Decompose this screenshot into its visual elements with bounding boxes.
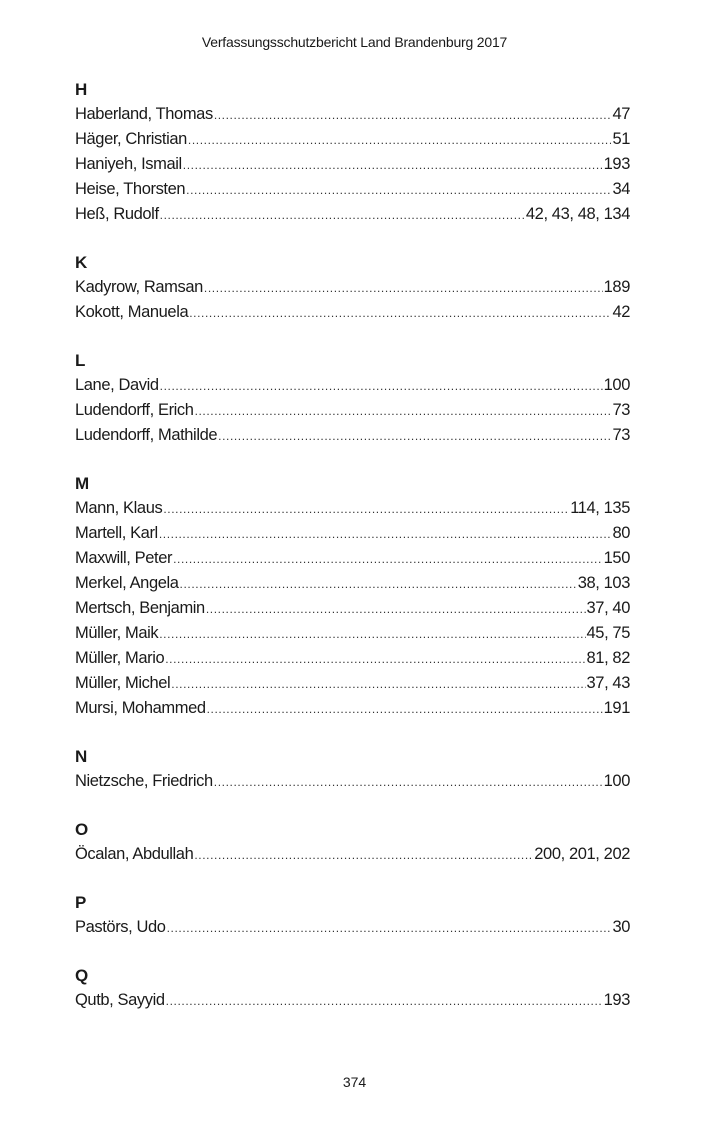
entry-name: Ludendorff, Mathilde: [75, 426, 218, 444]
page-header: Verfassungsschutzbericht Land Brandenburg 2017: [201, 34, 508, 50]
dot-leader: [183, 153, 603, 178]
entry-name: Nietzsche, Friedrich: [75, 772, 213, 790]
index-entry: [75, 423, 630, 448]
entry-pages: 81, 82: [586, 649, 630, 667]
index-entry: [75, 621, 630, 646]
entry-name: Mann, Klaus: [75, 499, 163, 517]
dot-leader: [160, 203, 525, 228]
entry-name: Martell, Karl: [75, 524, 158, 542]
dot-leader: [173, 547, 603, 572]
entry-pages: 73: [612, 401, 630, 419]
entry-pages: 42, 43, 48, 134: [525, 205, 630, 223]
entry-name: Qutb, Sayyid: [75, 991, 165, 1009]
dot-leader: [163, 497, 569, 522]
entry-pages: 80: [612, 524, 630, 542]
index-entry: [75, 596, 630, 621]
index-entry: [75, 646, 630, 671]
entry-name: Pastörs, Udo: [75, 918, 166, 936]
dot-leader: [195, 399, 612, 424]
entry-name: Haniyeh, Ismail: [75, 155, 182, 173]
dot-leader: [189, 301, 611, 326]
index-section-l: [75, 349, 630, 448]
dot-leader: [165, 647, 585, 672]
index-section-o: [75, 818, 630, 867]
dot-leader: [207, 697, 603, 722]
entry-name: Haberland, Thomas: [75, 105, 213, 123]
entry-name: Heise, Thorsten: [75, 180, 186, 198]
entry-pages: 45, 75: [586, 624, 630, 642]
entry-pages: 100: [603, 772, 630, 790]
entry-pages: 51: [612, 130, 630, 148]
index-entry: [75, 177, 630, 202]
entry-pages: 191: [603, 699, 630, 717]
dot-leader: [214, 770, 603, 795]
entry-pages: 100: [603, 376, 630, 394]
section-letter: M: [75, 474, 90, 493]
index-section-n: [75, 745, 630, 794]
index-entry: [75, 496, 630, 521]
entry-pages: 114, 135: [570, 499, 630, 517]
index-entry: [75, 102, 630, 127]
dot-leader: [180, 572, 577, 597]
dot-leader: [214, 103, 612, 128]
entry-pages: 189: [603, 278, 630, 296]
entry-pages: 73: [612, 426, 630, 444]
dot-leader: [188, 128, 612, 153]
entry-pages: 200, 201, 202: [534, 845, 630, 863]
entry-name: Häger, Christian: [75, 130, 187, 148]
index-entry: [75, 915, 630, 940]
dot-leader: [159, 522, 612, 547]
entry-name: Mertsch, Benjamin: [75, 599, 205, 617]
index-entry: [75, 671, 630, 696]
dot-leader: [166, 989, 603, 1014]
entry-pages: 38, 103: [577, 574, 630, 592]
section-letter: P: [75, 893, 87, 912]
entry-name: Kadyrow, Ramsan: [75, 278, 203, 296]
index-section-h: [75, 78, 630, 227]
entry-name: Merkel, Angela: [75, 574, 179, 592]
dot-leader: [160, 374, 603, 399]
entry-pages: 193: [603, 991, 630, 1009]
section-letter: N: [75, 747, 88, 766]
dot-leader: [204, 276, 603, 301]
section-letter: H: [75, 80, 88, 99]
entry-name: Lane, David: [75, 376, 159, 394]
entry-name: Ludendorff, Erich: [75, 401, 194, 419]
entry-pages: 47: [612, 105, 630, 123]
dot-leader: [206, 597, 586, 622]
dot-leader: [186, 178, 611, 203]
page-number: 374: [342, 1074, 367, 1090]
entry-name: Müller, Maik: [75, 624, 159, 642]
dot-leader: [167, 916, 612, 941]
index-entry: [75, 571, 630, 596]
index-entry: [75, 127, 630, 152]
index-entry: [75, 696, 630, 721]
index-entry: [75, 521, 630, 546]
entry-pages: 30: [612, 918, 630, 936]
section-letter: K: [75, 253, 88, 272]
entry-name: Müller, Michel: [75, 674, 171, 692]
dot-leader: [159, 622, 585, 647]
index-entry: [75, 300, 630, 325]
entry-pages: 37, 40: [586, 599, 630, 617]
index-section-p: [75, 891, 630, 940]
index-entry: [75, 398, 630, 423]
index-entry: [75, 373, 630, 398]
index-entry: [75, 275, 630, 300]
dot-leader: [218, 424, 611, 449]
index-entry: [75, 769, 630, 794]
entry-name: Kokott, Manuela: [75, 303, 189, 321]
index-entry: [75, 988, 630, 1013]
entry-pages: 193: [603, 155, 630, 173]
entry-name: Heß, Rudolf: [75, 205, 159, 223]
entry-name: Öcalan, Abdullah: [75, 845, 194, 863]
entry-pages: 34: [612, 180, 630, 198]
index-entry: [75, 152, 630, 177]
index-section-m: [75, 472, 630, 721]
entry-name: Mursi, Mohammed: [75, 699, 206, 717]
index-entry: [75, 546, 630, 571]
entry-pages: 42: [612, 303, 630, 321]
entry-name: Müller, Mario: [75, 649, 165, 667]
entry-pages: 150: [603, 549, 630, 567]
name-index: [75, 78, 630, 1037]
index-entry: [75, 202, 630, 227]
dot-leader: [171, 672, 585, 697]
entry-name: Maxwill, Peter: [75, 549, 173, 567]
section-letter: O: [75, 820, 89, 839]
section-letter: Q: [75, 966, 89, 985]
index-entry: [75, 842, 630, 867]
entry-pages: 37, 43: [586, 674, 630, 692]
section-letter: L: [75, 351, 86, 370]
index-section-k: [75, 251, 630, 325]
index-section-q: [75, 964, 630, 1013]
dot-leader: [194, 843, 533, 868]
